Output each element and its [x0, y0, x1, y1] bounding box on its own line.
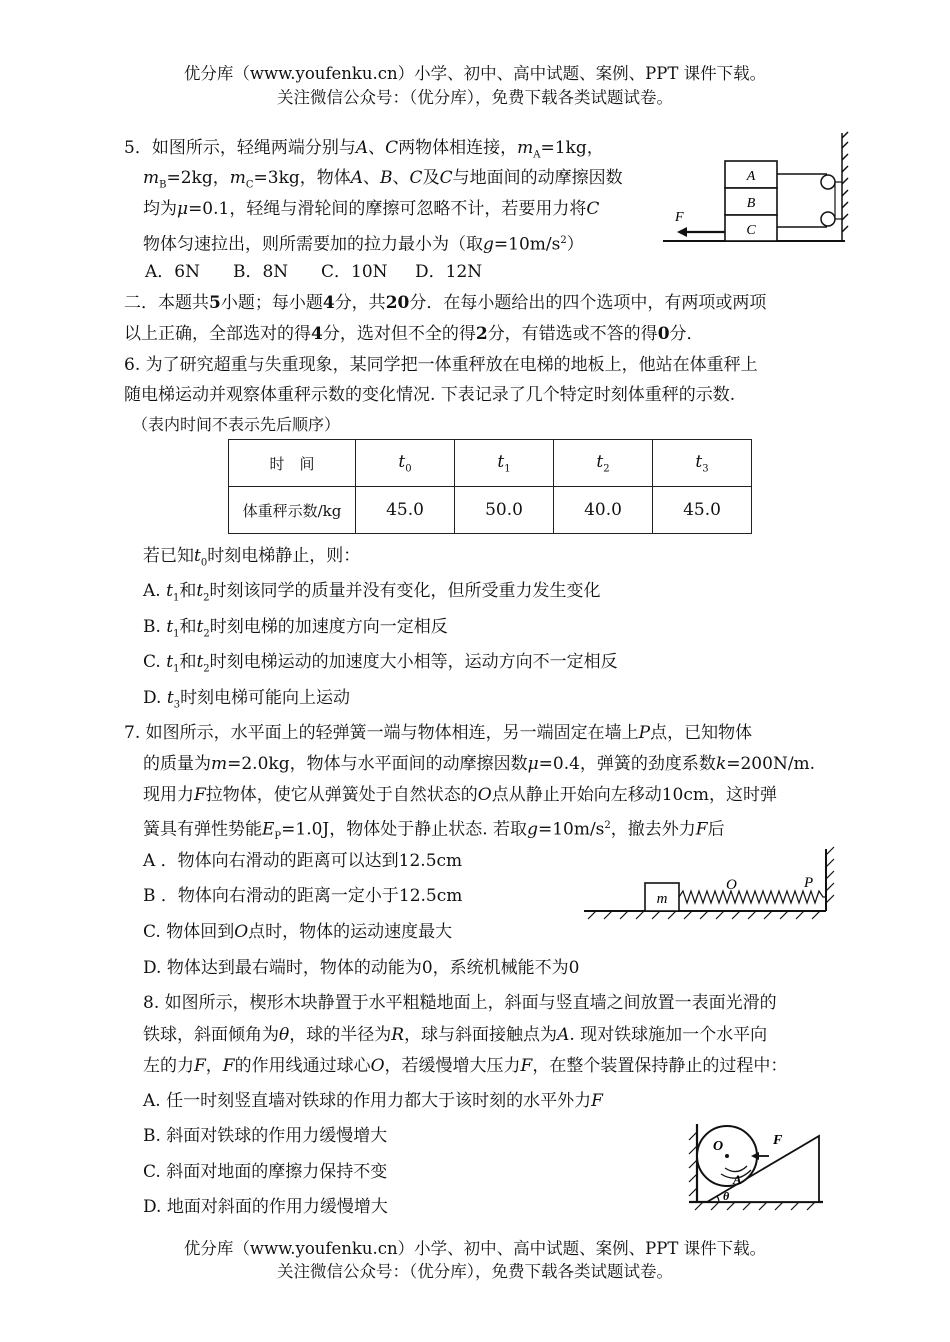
q6-table	[228, 439, 752, 534]
q7-label-o: O	[726, 877, 737, 893]
q7-spring	[679, 891, 826, 903]
table-cell: 45.0	[356, 487, 455, 534]
q8-line-3: 左的力F，F的作用线通过球心O，若缓慢增大压力F，在整个装置保持静止的过程中：	[143, 1056, 788, 1076]
q5-options	[145, 257, 482, 287]
q7-line-3: 现用力F拉物体，使它从弹簧处于自然状态的O点从静止开始向左移动10cm，这时弹	[143, 785, 778, 805]
table-cell: 50.0	[455, 487, 554, 534]
q5-line-1: 5．如图所示，轻绳两端分别与A、C两物体相连接，$m_A=1kg$，	[124, 138, 604, 161]
q6-option-c: C. $t_1$和$t_2$时刻电梯运动的加速度大小相等，运动方向不一定相反	[143, 652, 618, 675]
q7-option-c: C. 物体回到O点时，物体的运动速度最大	[143, 922, 453, 942]
footer-line-2: 关注微信公众号：（优分库），免费下载各类试题试卷。	[277, 1262, 673, 1281]
q5-line-4: 物体匀速拉出，则所需要加的拉力最小为（取$g=10m/s^2$）	[143, 234, 584, 255]
q5-option-c: C．10N	[321, 262, 388, 282]
q7-label-p: P	[804, 875, 814, 891]
q6-condition: 若已知$t_0$时刻电梯静止，则：	[143, 546, 361, 569]
q5-option-b: B．8N	[233, 262, 289, 282]
q8-label-a: A	[733, 1172, 742, 1187]
q8-label-f: F	[773, 1133, 783, 1148]
table-row	[229, 487, 752, 534]
q8-option-c: C. 斜面对地面的摩擦力保持不变	[143, 1162, 388, 1182]
q5-label-b: B	[746, 196, 756, 211]
q6-line-2: 随电梯运动并观察体重秤示数的变化情况. 下表记录了几个特定时刻体重秤的示数.	[124, 385, 736, 405]
q7-ground-hatch	[588, 911, 820, 919]
q8-label-o: O	[713, 1139, 724, 1154]
q5-option-a: A．6N	[145, 262, 200, 282]
table-cell: $t_0$	[356, 440, 455, 487]
table-row	[229, 440, 752, 487]
q6-option-a: A. $t_1$和$t_2$时刻该同学的质量并没有变化，但所受重力发生变化	[143, 581, 601, 604]
q7-option-a: A ．物体向右滑动的距离可以达到12.5cm	[143, 851, 463, 871]
header-line-1: 优分库（www.youfenku.cn）小学、初中、高中试题、案例、PPT 课件下载。	[183, 64, 767, 83]
q5-line-2: $m_B=2kg$，$m_C=3kg$，物体A、B、C及C与地面间的动摩擦因数	[143, 168, 623, 191]
q5-force-arrowhead	[677, 227, 687, 237]
q7-line-2: 的质量为m=2.0kg，物体与水平面间的动摩擦因数μ=0.4，弹簧的劲度系数k=200N/m.	[143, 754, 816, 774]
table-header-reading: 体重秤示数/kg	[229, 487, 356, 534]
table-cell: 40.0	[554, 487, 653, 534]
table-cell: $t_1$	[455, 440, 554, 487]
sec2-line-2: 以上正确，全部选对的得4分，选对但不全的得2分，有错选或不答的得0分．	[124, 324, 704, 344]
table-cell: $t_2$	[554, 440, 653, 487]
table-header-time: 时 间	[229, 440, 356, 487]
table-cell: $t_3$	[653, 440, 752, 487]
q7-line-4: 簧具有弹性势能$E_P=1.0J$，物体处于静止状态. 若取$g=10m/s^2$，撤去外力F后	[143, 819, 725, 843]
header-line-2: 关注微信公众号：（优分库），免费下载各类试题试卷。	[277, 88, 673, 107]
sec2-line-1: 二．本题共5小题；每小题4分，共20分．在每小题给出的四个选项中，有两项或两项	[124, 293, 767, 313]
q5-label-c: C	[746, 223, 756, 238]
q5-label-f: F	[675, 210, 684, 225]
q5-option-d: D．12N	[415, 262, 483, 282]
q8-figure	[685, 1118, 835, 1218]
q8-center-dot	[725, 1154, 729, 1158]
footer-line-1: 优分库（www.youfenku.cn）小学、初中、高中试题、案例、PPT 课件下载。	[183, 1239, 767, 1258]
q8-option-d: D. 地面对斜面的作用力缓慢增大	[143, 1197, 388, 1217]
q7-option-b: B ．物体向右滑动的距离一定小于12.5cm	[143, 886, 463, 906]
q7-wall-hatch	[826, 847, 834, 903]
q7-figure	[582, 845, 842, 920]
q8-label-theta: θ	[723, 1189, 730, 1203]
q7-option-d: D. 物体达到最右端时，物体的动能为0，系统机械能不为0	[143, 958, 580, 978]
q5-pulley-top	[821, 175, 835, 189]
q6-line-1: 6. 为了研究超重与失重现象，某同学把一体重秤放在电梯的地板上，他站在体重秤上	[124, 355, 758, 375]
q8-ground-hatch	[695, 1202, 815, 1210]
q7-line-1: 7. 如图所示，水平面上的轻弹簧一端与物体相连，另一端固定在墙上P点，已知物体	[124, 723, 753, 743]
q8-option-a: A. 任一时刻竖直墙对铁球的作用力都大于该时刻的水平外力F	[143, 1091, 603, 1111]
q6-option-b: B. $t_1$和$t_2$时刻电梯的加速度方向一定相反	[143, 617, 448, 640]
table-cell: 45.0	[653, 487, 752, 534]
q5-figure	[655, 128, 855, 258]
q5-pulley-bottom	[821, 212, 835, 226]
q6-line-3: （表内时间不表示先后顺序）	[132, 415, 341, 434]
q5-label-a: A	[746, 169, 756, 184]
q8-line-1: 8. 如图所示，楔形木块静置于水平粗糙地面上，斜面与竖直墙之间放置一表面光滑的	[143, 993, 777, 1013]
q5-wall	[842, 132, 848, 241]
q8-option-b: B. 斜面对铁球的作用力缓慢增大	[143, 1126, 388, 1146]
q7-label-m: m	[656, 891, 668, 907]
q8-wall-hatch	[689, 1132, 697, 1196]
q6-option-d: D. $t_3$时刻电梯可能向上运动	[143, 688, 351, 711]
q8-line-2: 铁球，斜面倾角为θ，球的半径为R，球与斜面接触点为A. 现对铁球施加一个水平向	[143, 1025, 768, 1045]
q5-line-3: 均为μ=0.1，轻绳与滑轮间的摩擦可忽略不计，若要用力将C	[143, 199, 600, 219]
